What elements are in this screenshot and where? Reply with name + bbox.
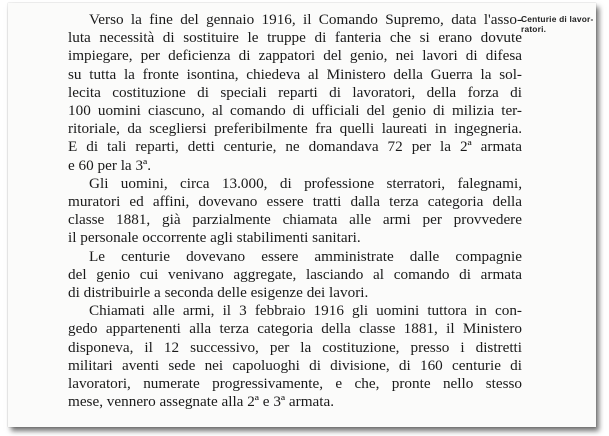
text-line: mese, vennero assegnate alla 2ª e 3ª armata.: [68, 393, 335, 411]
margin-note: [521, 14, 594, 34]
paragraph-3: [68, 248, 522, 303]
text-line: 100 uomini ciascuno, al comando di ufficiali del genio di milizia ter-: [68, 102, 522, 120]
text-line: di distribuirle a seconda delle esigenze dei lavori.: [68, 284, 369, 302]
text-line: Le centurie dovevano essere amministrate dalle compagnie: [89, 247, 522, 265]
text-line: del genio cui venivano aggregate, lasciando al comando di armata: [68, 265, 522, 283]
document-page: [8, 3, 596, 427]
text-line: su tutta la fronte isontina, chiedeva al Ministero della Guerra la sol-: [68, 65, 522, 83]
body-text: [68, 11, 522, 411]
text-line: disponeva, il 12 successivo, per la costituzione, presso i distretti: [68, 338, 522, 356]
text-line: lavoratori, numerate progressivamente, e che, pronte nello stesso: [68, 375, 522, 393]
text-line: militari aventi sede nei capoluoghi di divisione, di 160 centurie di: [68, 356, 522, 374]
margin-note-line: Centurie di lavor-: [521, 14, 594, 24]
text-line: gedo appartenenti alla terza categoria della classe 1881, il Ministero: [68, 320, 522, 338]
text-line: e 60 per la 3ª.: [68, 156, 152, 174]
margin-note-line: ratori.: [521, 24, 547, 34]
text-line: muratori ed affini, dovevano essere tratti dalla terza categoria della: [68, 193, 522, 211]
text-line: ritoriale, da scegliersi preferibilmente fra quelli laureati in ingegneria.: [68, 120, 522, 138]
text-line: lecita costituzione di speciali reparti di lavoratori, della forza di: [68, 83, 522, 101]
text-line: luta necessità di sostituire le truppe di fanteria che si erano dovute: [68, 29, 522, 47]
text-line: E di tali reparti, detti centurie, ne domandava 72 per la 2ª armata: [68, 138, 522, 156]
text-line: Gli uomini, circa 13.000, di professione sterratori, falegnami,: [89, 174, 522, 192]
text-line: Verso la fine del gennaio 1916, il Comando Supremo, data l'asso-: [89, 11, 522, 28]
text-line: impiegare, per deficienza di zappatori del genio, nei lavori di difesa: [68, 47, 522, 65]
text-line: Chiamati alle armi, il 3 febbraio 1916 gli uomini tuttora in con-: [89, 302, 522, 320]
text-line: classe 1881, già parzialmente chiamata alle armi per provvedere: [68, 211, 522, 229]
paragraph-4: [68, 302, 522, 411]
text-line: il personale occorrente agli stabilimenti sanitari.: [68, 229, 361, 247]
paragraph-2: [68, 175, 522, 248]
paragraph-1: [68, 11, 522, 175]
